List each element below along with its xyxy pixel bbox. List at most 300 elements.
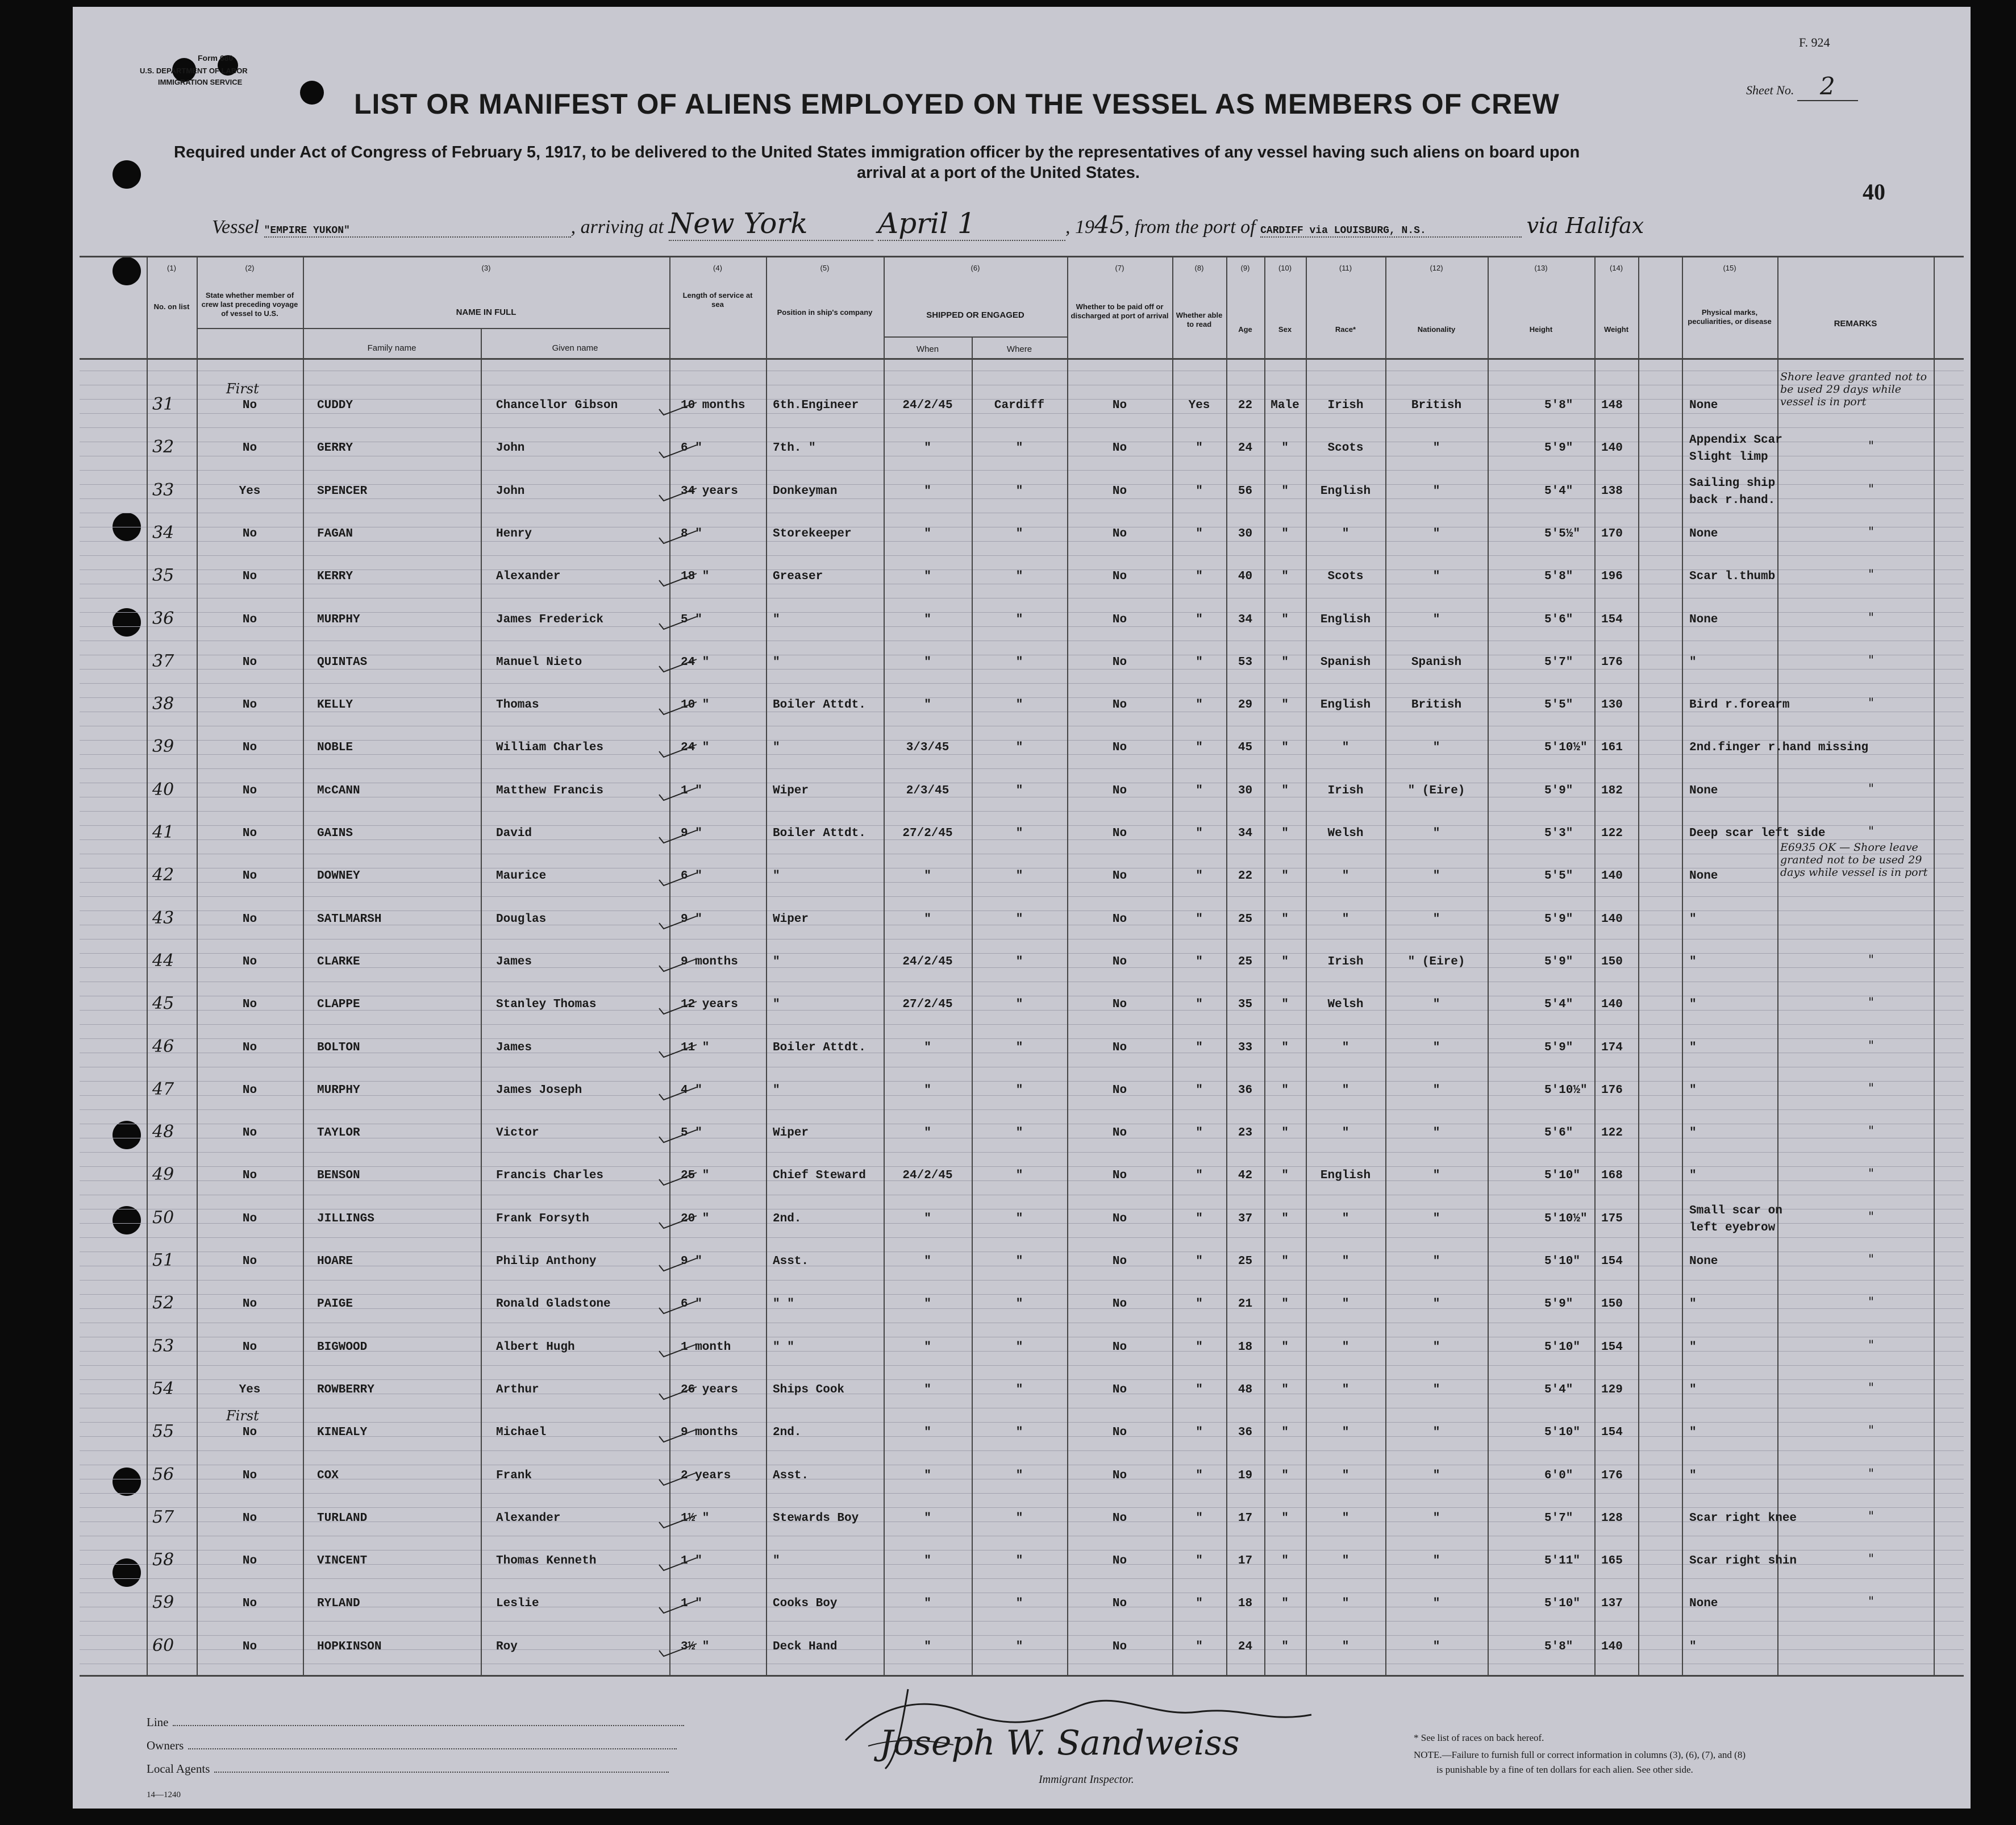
ruling-line	[80, 740, 1964, 741]
cell-given-name: James Joseph	[496, 1083, 582, 1097]
cell-paid-off: No	[1112, 870, 1127, 883]
cell-nationality: "	[1432, 1426, 1440, 1440]
punch-hole	[113, 257, 141, 285]
cell-paid-off: No	[1112, 827, 1127, 840]
cell-remarks: "	[1868, 1424, 1875, 1439]
cell-race: English	[1320, 1169, 1371, 1183]
cell-member: No	[242, 655, 257, 669]
cell-family-name: KELLY	[317, 699, 353, 712]
cell-family-name: SPENCER	[317, 484, 368, 498]
ruling-line	[80, 1493, 1964, 1494]
cell-sex: "	[1281, 1640, 1289, 1653]
cell-weight: 165	[1601, 1554, 1623, 1568]
cell-sex: "	[1281, 442, 1289, 455]
col-header-family: Family name	[367, 343, 416, 353]
cell-physical-marks: "	[1689, 1126, 1697, 1140]
cell-physical-marks: None	[1689, 613, 1718, 626]
cell-shipped-where: "	[1015, 527, 1023, 541]
cell-able-to-read: "	[1196, 741, 1203, 755]
cell-height: 5'10½"	[1544, 1083, 1588, 1097]
cell-weight: 161	[1601, 741, 1623, 755]
cell-shipped-when: 27/2/45	[902, 827, 953, 840]
ruling-line	[80, 1024, 1964, 1025]
cell-able-to-read: "	[1196, 998, 1203, 1012]
cell-family-name: HOPKINSON	[317, 1640, 382, 1653]
check-mark-icon	[658, 487, 698, 503]
cell-remarks: "	[1868, 996, 1875, 1011]
cell-family-name: RYLAND	[317, 1597, 360, 1611]
line-label-text: Line	[147, 1715, 169, 1729]
cell-age: 17	[1238, 1511, 1253, 1525]
cell-member: No	[242, 998, 257, 1012]
handwritten-first-note: First	[226, 1408, 259, 1424]
ruling-line	[80, 825, 1964, 826]
ruling-line	[80, 669, 1964, 670]
cell-position: "	[773, 955, 780, 968]
cell-service: 5 "	[681, 613, 702, 626]
cell-paid-off: No	[1112, 699, 1127, 712]
cell-remarks: "	[1868, 525, 1875, 539]
ruling-line	[80, 1237, 1964, 1238]
col-header-race: Race*	[1335, 325, 1356, 334]
shipped-subheader-line	[884, 336, 1067, 338]
cell-shipped-when: "	[924, 1298, 931, 1311]
cell-paid-off: No	[1112, 1426, 1127, 1440]
cell-weight: 170	[1601, 527, 1623, 541]
cell-paid-off: No	[1112, 442, 1127, 455]
cell-position: Chief Steward	[773, 1169, 866, 1183]
cell-position: 6th.Engineer	[773, 399, 859, 412]
col-header-height: Height	[1529, 325, 1553, 334]
cell-position: Asst.	[773, 1469, 809, 1482]
cell-weight: 122	[1601, 1126, 1623, 1140]
subtitle-line-1: Required under Act of Congress of February 5, 1917, to be delivered to the United States immigration officer by the representatives of any vessel having such aliens on board upon	[174, 143, 1580, 161]
service-name: IMMIGRATION SERVICE	[158, 78, 243, 86]
cell-remarks: "	[1868, 1338, 1875, 1353]
cell-shipped-where: "	[1015, 1511, 1023, 1525]
cell-sex: "	[1281, 1212, 1289, 1225]
cell-service: 6 "	[681, 442, 702, 455]
cell-member: No	[242, 699, 257, 712]
cell-race: "	[1342, 1597, 1349, 1611]
cell-weight: 154	[1601, 1340, 1623, 1354]
cell-nationality: "	[1432, 1511, 1440, 1525]
cell-member: No	[242, 1640, 257, 1653]
cell-remarks: "	[1868, 439, 1875, 454]
cell-shipped-when: "	[924, 912, 931, 926]
cell-paid-off: No	[1112, 1212, 1127, 1225]
cell-physical-marks: "	[1689, 955, 1697, 968]
cell-row-number: 45	[152, 993, 174, 1014]
cell-shipped-where: "	[1015, 827, 1023, 840]
cell-service: 11 "	[681, 1041, 710, 1054]
cell-height: 5'10½"	[1544, 741, 1588, 755]
cell-remarks: "	[1868, 1381, 1875, 1395]
col-num: (10)	[1278, 264, 1292, 272]
cell-paid-off: No	[1112, 1298, 1127, 1311]
cell-age: 17	[1238, 1554, 1253, 1568]
cell-shipped-where: "	[1015, 442, 1023, 455]
cell-shipped-when: "	[924, 1212, 931, 1225]
check-mark-icon	[658, 1215, 698, 1230]
ruling-line	[80, 1280, 1964, 1281]
cell-height: 5'6"	[1544, 1126, 1573, 1140]
cell-member: No	[242, 527, 257, 541]
cell-height: 5'3"	[1544, 827, 1573, 840]
cell-family-name: GERRY	[317, 442, 353, 455]
cell-race: "	[1342, 1041, 1349, 1054]
check-mark-icon	[658, 787, 698, 803]
cell-nationality: " (Eire)	[1407, 784, 1465, 797]
cell-able-to-read: "	[1196, 1383, 1203, 1396]
cell-remarks: E6935 OK — Shore leave granted not to be used 29 days while vessel is in port	[1780, 841, 1928, 879]
cell-physical-marks: None	[1689, 1597, 1718, 1611]
cell-service: 9 "	[681, 1255, 702, 1268]
cell-able-to-read: "	[1196, 655, 1203, 669]
line-label	[147, 1715, 684, 1730]
col-header-service: Length of service at sea	[682, 291, 753, 309]
cell-height: 5'5"	[1544, 870, 1573, 883]
cell-height: 5'8"	[1544, 570, 1573, 584]
cell-family-name: CUDDY	[317, 399, 353, 412]
cell-physical-marks: Scar l.thumb	[1689, 570, 1776, 584]
cell-nationality: "	[1432, 741, 1440, 755]
cell-given-name: Frank	[496, 1469, 532, 1482]
cell-shipped-when: "	[924, 699, 931, 712]
cell-family-name: JILLINGS	[317, 1212, 374, 1225]
cell-physical-marks: "	[1689, 1083, 1697, 1097]
cell-nationality: "	[1432, 1554, 1440, 1568]
cell-able-to-read: "	[1196, 1554, 1203, 1568]
cell-member: No	[242, 827, 257, 840]
cell-shipped-when: "	[924, 1255, 931, 1268]
column-divider	[766, 257, 767, 1675]
cell-family-name: VINCENT	[317, 1554, 368, 1568]
cell-able-to-read: "	[1196, 1212, 1203, 1225]
cell-physical-marks: None	[1689, 870, 1718, 883]
cell-age: 25	[1238, 912, 1253, 926]
cell-given-name: James Frederick	[496, 613, 604, 626]
races-note: * See list of races on back hereof.	[1414, 1732, 1544, 1743]
sheet-label	[1746, 72, 1858, 100]
cell-weight: 168	[1601, 1169, 1623, 1183]
cell-remarks: "	[1868, 1038, 1875, 1053]
cell-shipped-where: "	[1015, 1212, 1023, 1225]
cell-nationality: British	[1411, 399, 1462, 412]
cell-family-name: KERRY	[317, 570, 353, 584]
cell-service: 9 "	[681, 827, 702, 840]
cell-age: 24	[1238, 1640, 1253, 1653]
cell-physical-marks: Scar right shin	[1689, 1554, 1797, 1568]
cell-row-number: 31	[152, 394, 174, 414]
ruling-line	[80, 683, 1964, 684]
cell-remarks: "	[1868, 653, 1875, 668]
cell-remarks: "	[1868, 610, 1875, 625]
punch-hole	[113, 1121, 141, 1149]
cell-given-name: Arthur	[496, 1383, 539, 1396]
cell-sex: "	[1281, 827, 1289, 840]
cell-able-to-read: "	[1196, 1469, 1203, 1482]
cell-family-name: GAINS	[317, 827, 353, 840]
cell-given-name: Philip Anthony	[496, 1255, 597, 1268]
cell-nationality: "	[1432, 1169, 1440, 1183]
penalty-note-1: NOTE.—Failure to furnish full or correct information in columns (3), (6), (7), and (8)	[1414, 1749, 1746, 1760]
cell-nationality: "	[1432, 827, 1440, 840]
cell-member: No	[242, 613, 257, 626]
col-num: (11)	[1339, 264, 1352, 272]
cell-shipped-when: 3/3/45	[906, 741, 949, 755]
check-mark-icon	[658, 658, 698, 674]
cell-height: 5'8"	[1544, 1640, 1573, 1653]
col-header-age: Age	[1238, 325, 1252, 334]
punch-hole	[113, 160, 141, 189]
cell-physical-marks: Bird r.forearm	[1689, 699, 1790, 712]
cell-position: "	[773, 655, 780, 669]
cell-shipped-where: "	[1015, 655, 1023, 669]
cell-nationality: "	[1432, 1383, 1440, 1396]
cell-given-name: Roy	[496, 1640, 518, 1653]
cell-position: "	[773, 870, 780, 883]
cell-weight: 154	[1601, 613, 1623, 626]
cell-family-name: MURPHY	[317, 1083, 360, 1097]
cell-sex: "	[1281, 484, 1289, 498]
cell-remarks: "	[1868, 825, 1875, 839]
cell-weight: 176	[1601, 1083, 1623, 1097]
cell-shipped-where: "	[1015, 1597, 1023, 1611]
col-num: (9)	[1240, 264, 1250, 272]
cell-family-name: McCANN	[317, 784, 360, 797]
cell-sex: "	[1281, 699, 1289, 712]
cell-weight: 176	[1601, 1469, 1623, 1482]
cell-shipped-where: "	[1015, 1041, 1023, 1054]
cell-physical-marks: Appendix Scar	[1689, 434, 1782, 447]
cell-paid-off: No	[1112, 741, 1127, 755]
punch-hole	[113, 1206, 141, 1234]
ruling-line	[80, 470, 1964, 471]
cell-able-to-read: "	[1196, 613, 1203, 626]
cell-able-to-read: "	[1196, 1169, 1203, 1183]
cell-shipped-where: "	[1015, 570, 1023, 584]
cell-row-number: 50	[152, 1207, 174, 1228]
cell-age: 19	[1238, 1469, 1253, 1482]
cell-given-name: Frank Forsyth	[496, 1212, 589, 1225]
cell-age: 24	[1238, 442, 1253, 455]
cell-shipped-when: 27/2/45	[902, 998, 953, 1012]
cell-remarks: "	[1868, 1595, 1875, 1610]
cell-service: 9 months	[681, 1426, 738, 1440]
cell-height: 5'9"	[1544, 1041, 1573, 1054]
cell-remarks: "	[1868, 696, 1875, 711]
cell-nationality: "	[1432, 912, 1440, 926]
cell-age: 36	[1238, 1083, 1253, 1097]
vessel-name: "EMPIRE YUKON"	[264, 225, 571, 238]
cell-nationality: Spanish	[1411, 655, 1462, 669]
column-divider	[303, 257, 304, 1675]
cell-remarks: "	[1868, 1466, 1875, 1481]
cell-row-number: 36	[152, 608, 174, 629]
cell-sex: "	[1281, 1426, 1289, 1440]
cell-row-number: 57	[152, 1507, 174, 1527]
cell-row-number: 35	[152, 566, 174, 586]
cell-remarks: "	[1868, 953, 1875, 967]
cell-service: 1 "	[681, 784, 702, 797]
cell-row-number: 42	[152, 865, 174, 886]
penalty-note-2: is punishable by a fine of ten dollars for each alien. See other side.	[1436, 1764, 1693, 1775]
check-mark-icon	[658, 1086, 698, 1102]
cell-able-to-read: "	[1196, 1640, 1203, 1653]
cell-nationality: "	[1432, 1083, 1440, 1097]
cell-able-to-read: "	[1196, 484, 1203, 498]
via-note: via Halifax	[1526, 213, 1644, 238]
cell-member: No	[242, 1511, 257, 1525]
cell-shipped-where: "	[1015, 912, 1023, 926]
cell-physical-marks: "	[1689, 1640, 1697, 1653]
cell-height: 5'10"	[1544, 1169, 1581, 1183]
cell-able-to-read: "	[1196, 1426, 1203, 1440]
cell-paid-off: No	[1112, 655, 1127, 669]
ruling-line	[80, 427, 1964, 428]
cell-position: " "	[773, 1298, 794, 1311]
cell-race: "	[1342, 1554, 1349, 1568]
cell-remarks: "	[1868, 1295, 1875, 1310]
cell-given-name: Stanley Thomas	[496, 998, 597, 1012]
cell-shipped-where: "	[1015, 484, 1023, 498]
cell-sex: "	[1281, 998, 1289, 1012]
col-header-no: No. on list	[153, 302, 190, 311]
cell-age: 33	[1238, 1041, 1253, 1054]
col-header-marks: Physical marks, peculiarities, or disease	[1688, 308, 1772, 326]
cell-given-name: David	[496, 827, 532, 840]
cell-sex: "	[1281, 1298, 1289, 1311]
arrival-date: April 1	[878, 207, 1065, 241]
voyage-line	[212, 207, 1644, 241]
cell-age: 35	[1238, 998, 1253, 1012]
cell-service: 8 "	[681, 527, 702, 541]
cell-age: 36	[1238, 1426, 1253, 1440]
cell-sex: "	[1281, 1041, 1289, 1054]
ruling-line	[80, 1621, 1964, 1622]
cell-race: English	[1320, 613, 1371, 626]
col-num: (7)	[1115, 264, 1124, 272]
ruling-line	[80, 1081, 1964, 1082]
cell-nationality: "	[1432, 1212, 1440, 1225]
cell-member: No	[242, 1169, 257, 1183]
cell-race: English	[1320, 699, 1371, 712]
ruling-line	[80, 1152, 1964, 1153]
cell-paid-off: No	[1112, 527, 1127, 541]
cell-race: English	[1320, 484, 1371, 498]
cell-row-number: 40	[152, 779, 174, 800]
cell-height: 5'11"	[1544, 1554, 1581, 1568]
cell-paid-off: No	[1112, 1255, 1127, 1268]
cell-given-name: Henry	[496, 527, 532, 541]
cell-age: 34	[1238, 613, 1253, 626]
arrival-port: New York	[669, 207, 873, 241]
cell-member: No	[242, 1340, 257, 1354]
cell-race: "	[1342, 1340, 1349, 1354]
cell-sex: "	[1281, 912, 1289, 926]
cell-member: No	[242, 912, 257, 926]
cell-age: 18	[1238, 1340, 1253, 1354]
cell-shipped-where: "	[1015, 1340, 1023, 1354]
cell-race: "	[1342, 1426, 1349, 1440]
col-header-given: Given name	[552, 343, 598, 353]
cell-weight: 137	[1601, 1597, 1623, 1611]
cell-member: No	[242, 1083, 257, 1097]
owners-label	[147, 1739, 677, 1753]
cell-remarks: "	[1868, 482, 1875, 497]
cell-row-number: 51	[152, 1250, 174, 1270]
arriving-label: , arriving at	[570, 217, 664, 238]
cell-row-number: 58	[152, 1550, 174, 1570]
cell-nationality: "	[1432, 613, 1440, 626]
col-num: (4)	[713, 264, 722, 272]
cell-row-number: 59	[152, 1593, 174, 1613]
cell-given-name: Michael	[496, 1426, 547, 1440]
cell-shipped-where: "	[1015, 1554, 1023, 1568]
cell-remarks: "	[1868, 1253, 1875, 1267]
cell-race: "	[1342, 1640, 1349, 1653]
cell-weight: 140	[1601, 442, 1623, 455]
col-header-paidoff: Whether to be paid off or discharged at port of arrival	[1071, 302, 1169, 320]
cell-given-name: Matthew Francis	[496, 784, 604, 797]
cell-given-name: James	[496, 955, 532, 968]
cell-weight: 196	[1601, 570, 1623, 584]
cell-age: 30	[1238, 527, 1253, 541]
cell-weight: 148	[1601, 399, 1623, 412]
ruling-line	[80, 1294, 1964, 1295]
cell-height: 5'9"	[1544, 1298, 1573, 1311]
cell-paid-off: No	[1112, 613, 1127, 626]
cell-remarks: "	[1868, 1509, 1875, 1524]
col-num: (6)	[970, 264, 980, 272]
cell-shipped-where: "	[1015, 1255, 1023, 1268]
cell-member: No	[242, 1426, 257, 1440]
cell-given-name: John	[496, 442, 525, 455]
cell-row-number: 44	[152, 950, 174, 971]
signature-text: Joseph W. Sandweiss	[880, 1723, 1240, 1763]
check-mark-icon	[658, 1428, 698, 1444]
cell-service: 24 "	[681, 741, 710, 755]
cell-age: 18	[1238, 1597, 1253, 1611]
cell-remarks: "	[1868, 1124, 1875, 1139]
cell-service: 12 years	[681, 998, 738, 1012]
cell-age: 21	[1238, 1298, 1253, 1311]
cell-weight: 140	[1601, 912, 1623, 926]
cell-service: 20 "	[681, 1212, 710, 1225]
cell-age: 29	[1238, 699, 1253, 712]
cell-nationality: " (Eire)	[1407, 955, 1465, 968]
cell-paid-off: No	[1112, 1041, 1127, 1054]
cell-sex: "	[1281, 1340, 1289, 1354]
cell-family-name: COX	[317, 1469, 339, 1482]
cell-age: 37	[1238, 1212, 1253, 1225]
cell-shipped-when: 24/2/45	[902, 399, 953, 412]
cell-able-to-read: "	[1196, 1340, 1203, 1354]
check-mark-icon	[658, 616, 698, 631]
cell-shipped-when: "	[924, 1083, 931, 1097]
check-mark-icon	[658, 401, 698, 417]
cell-family-name: TAYLOR	[317, 1126, 360, 1140]
cell-age: 34	[1238, 827, 1253, 840]
cell-nationality: "	[1432, 527, 1440, 541]
cell-shipped-when: "	[924, 1640, 931, 1653]
column-divider	[1934, 257, 1935, 1675]
cell-age: 40	[1238, 570, 1253, 584]
cell-able-to-read: "	[1196, 870, 1203, 883]
cell-service: 34 years	[681, 484, 738, 498]
col-header-shipped: SHIPPED OR ENGAGED	[926, 310, 1024, 320]
